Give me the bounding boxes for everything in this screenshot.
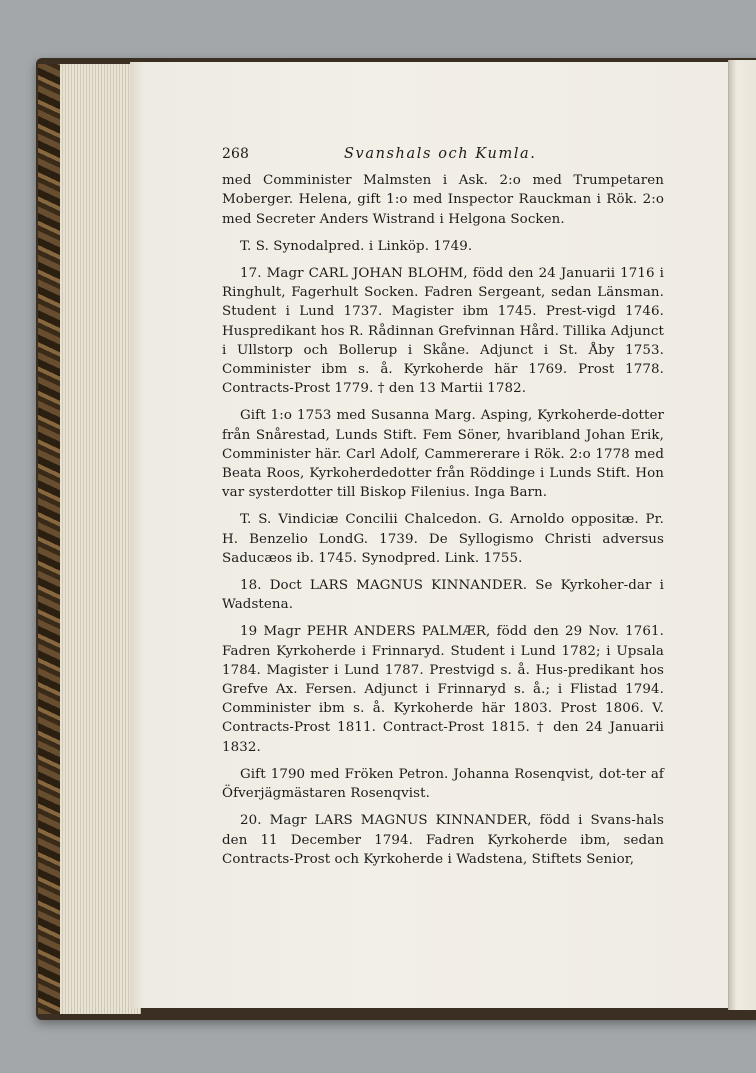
- paragraph: T. S. Vindiciæ Concilii Chalcedon. G. Arnoldo oppositæ. Pr. H. Benzelio LondG. 1739. De Syllogismo Christi adversus Saducæos ib. 1745. Synodpred. Link. 1755.: [222, 512, 664, 566]
- paragraph: Gift 1790 med Fröken Petron. Johanna Rosenqvist, dot-ter af Öfverjägmästaren Rosenqvist.: [222, 766, 664, 802]
- paragraph: 18. Doct LARS MAGNUS KINNANDER. Se Kyrkoher-dar i Wadstena.: [222, 578, 664, 613]
- page-header: [222, 145, 664, 164]
- paragraph: T. S. Synodalpred. i Linköp. 1749.: [240, 238, 473, 254]
- paragraph: med Comminister Malmsten i Ask. 2:o med Trumpetaren Moberger. Helena, gift 1:o med Inspector Rauckman i Rök. 2:o med Secreter Anders Wistrand i Helgona Socken.: [222, 173, 664, 227]
- page-number: 268: [222, 146, 250, 162]
- paragraph: 17. Magr CARL JOHAN BLOHM, född den 24 Januarii 1716 i Ringhult, Fagerhult Socken. Fadren Sergeant, sedan Länsman. Student i Lund 1737. Magister ibm 1745. Prest-vigd 1746. Huspredikant hos R. Rådinnan Grefvinnan Hård. Tillika Adjunct i Ullstorp och Bollerup i Skåne. Adjunct i St. Åby 1753. Comminister ibm s. å. Kyrkoherde här 1769. Prost 1778. Contracts-Prost 1779. † den 13 Martii 1782.: [222, 266, 664, 397]
- paragraph: Gift 1:o 1753 med Susanna Marg. Asping, Kyrkoherde-dotter från Snårestad, Lunds Stift. Fem Söner, hvaribland Johan Erik, Comminister här. Carl Adolf, Cammererare i Rök. 2:o 1778 med Beata Roos, Kyrkoherdedotter från Röddinge i Lunds Stift. Hon var systerdotter till Biskop Filenius. Inga Barn.: [222, 408, 664, 501]
- page-stack-edge: [60, 64, 141, 1014]
- paragraph: 20. Magr LARS MAGNUS KINNANDER, född i Svans-hals den 11 December 1794. Fadren Kyrkoherde ibm, sedan Contracts-Prost och Kyrkoherde i Wadstena, Stiftets Senior,: [222, 813, 664, 867]
- running-title: Svanshals och Kumla.: [344, 146, 537, 162]
- facing-page-edge: [728, 60, 756, 1010]
- page-text: [222, 145, 664, 869]
- paragraph: 19 Magr PEHR ANDERS PALMÆR, född den 29 Nov. 1761. Fadren Kyrkoherde i Frinnaryd. Student i Lund 1782; i Upsala 1784. Magister i Lund 1787. Prestvigd s. å. Hus-predikant hos Grefve Ax. Fersen. Adjunct i Frinnaryd s. å.; i Flistad 1794. Comminister ibm s. å. Kyrkoherde här 1803. Prost 1806. V. Contracts-Prost 1811. Contract-Prost 1815. † den 24 Januarii 1832.: [222, 624, 664, 755]
